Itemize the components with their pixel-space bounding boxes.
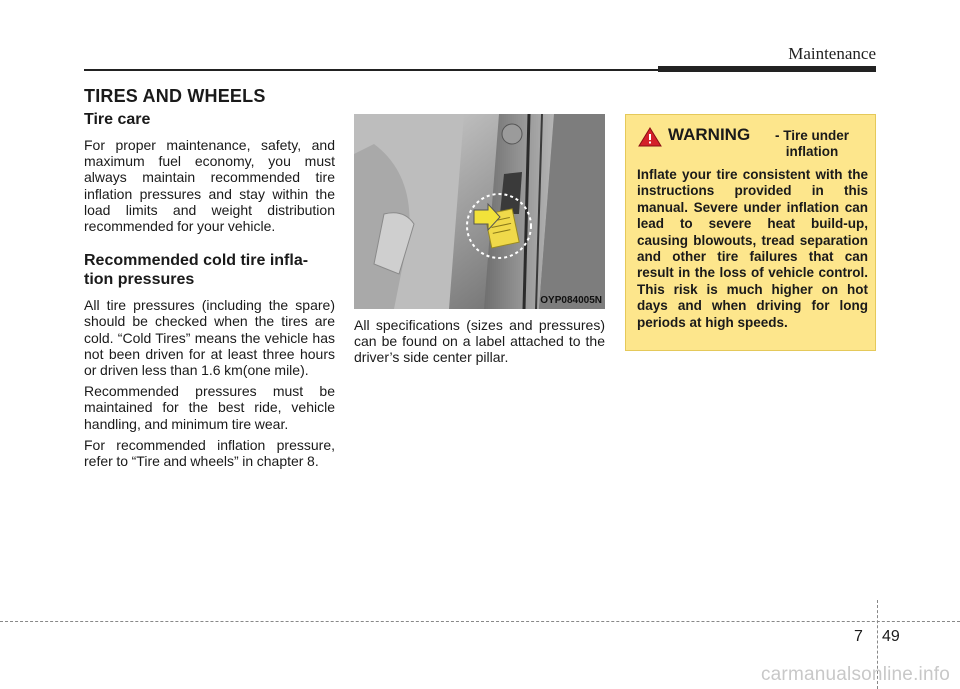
cold-pressure-para-3: For recommended inflation pressure, refer to “Tire and wheels” in chapter 8. bbox=[84, 436, 335, 470]
tire-label-photo bbox=[354, 114, 605, 309]
text-column bbox=[84, 110, 335, 469]
section-title: TIRES AND WHEELS bbox=[84, 86, 266, 106]
warning-box bbox=[625, 114, 876, 351]
figure-code: OYP084005N bbox=[540, 295, 602, 306]
door-pillar-illustration bbox=[354, 114, 605, 309]
tire-care-body: For proper maintenance, safety, and maximum fuel economy, you must always maintain recommended tire inflation pressures and stay within the load limits and weight distribution recommended for your vehicle. bbox=[84, 137, 335, 235]
watermark: carmanualsonline.info bbox=[760, 664, 950, 685]
warning-triangle-icon bbox=[638, 127, 662, 147]
figure-caption: All specifications (sizes and pressures) can be found on a label attached to the driver’s side center pillar. bbox=[354, 317, 605, 366]
cold-pressure-heading: Recommended cold tire infla- tion pressures bbox=[84, 252, 309, 289]
warning-word: WARNING bbox=[668, 125, 751, 144]
tire-care-heading: Tire care bbox=[84, 111, 151, 128]
cold-pressure-para-2: Recommended pressures must be maintained for the best ride, vehicle handling, and minimum tire wear. bbox=[84, 383, 335, 432]
header-rule-accent bbox=[658, 66, 876, 72]
page-number: 49 bbox=[882, 628, 900, 645]
cold-pressure-para-1: All tire pressures (including the spare) should be checked when the tires are cold. “Cold Tires” means the vehicle has not been driven for at least three hours or driven less than 1.6 km(one mile). bbox=[84, 297, 335, 379]
page-chapter: 7 bbox=[854, 628, 863, 645]
header-title: Maintenance bbox=[788, 44, 876, 63]
warning-body: Inflate your tire consistent with the instructions provided in this manual. Severe under inflation can lead to severe heat build-up, causing blowouts, tread separation and other tire failures that can result in the loss of vehicle control. This risk is much higher on hot days and when driving for long periods at high speeds. bbox=[637, 167, 868, 330]
footer-rule bbox=[0, 621, 960, 622]
warning-subtitle: - Tire under inflation bbox=[774, 128, 849, 159]
